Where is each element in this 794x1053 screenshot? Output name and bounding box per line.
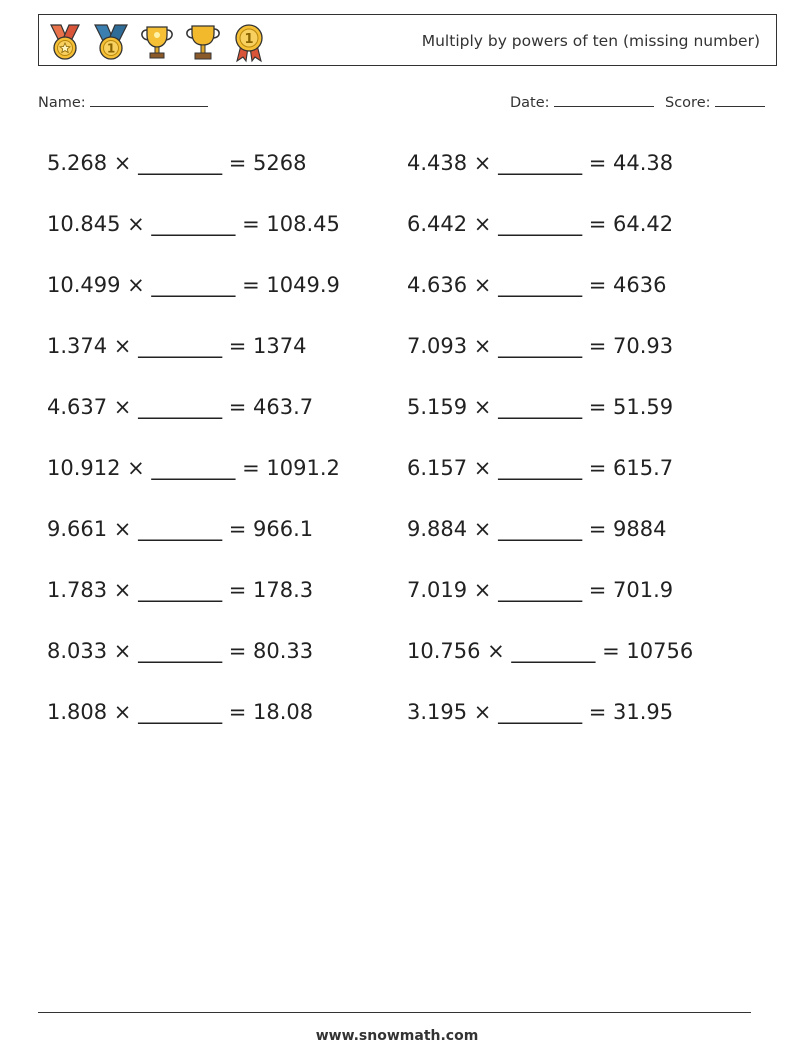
problem-left-10[interactable]: 1.808 × ________ = 18.08: [47, 700, 314, 724]
trophy-icon: [183, 21, 223, 63]
problem-left-8[interactable]: 1.783 × ________ = 178.3: [47, 578, 314, 602]
svg-text:1: 1: [244, 32, 254, 47]
award-icons: [45, 21, 269, 63]
score-blank[interactable]: [715, 92, 765, 107]
date-field: [510, 92, 654, 111]
medal-first-place-icon: [91, 21, 131, 63]
problem-left-7[interactable]: 9.661 × ________ = 966.1: [47, 517, 314, 541]
trophy-icon: [137, 21, 177, 63]
medal-star-icon: [45, 21, 85, 63]
name-label: Name:: [38, 95, 86, 111]
problem-right-7[interactable]: 9.884 × ________ = 9884: [407, 517, 667, 541]
footer-website[interactable]: www.snowmath.com: [315, 1028, 479, 1044]
problem-right-5[interactable]: 5.159 × ________ = 51.59: [407, 395, 674, 419]
problem-left-6[interactable]: 10.912 × ________ = 1091.2: [47, 456, 340, 480]
problem-left-2[interactable]: 10.845 × ________ = 108.45: [47, 212, 340, 236]
score-label: Score:: [665, 95, 711, 111]
name-field: [38, 92, 208, 111]
problem-right-8[interactable]: 7.019 × ________ = 701.9: [407, 578, 674, 602]
rosette-award-icon: [229, 21, 269, 63]
worksheet-title: Multiply by powers of ten (missing number): [421, 32, 760, 50]
svg-text:1: 1: [106, 41, 116, 56]
problem-right-6[interactable]: 6.157 × ________ = 615.7: [407, 456, 674, 480]
problem-right-10[interactable]: 3.195 × ________ = 31.95: [407, 700, 674, 724]
footer-divider: [38, 1012, 751, 1013]
header-box: [38, 14, 777, 66]
score-field: [665, 92, 765, 111]
problem-right-3[interactable]: 4.636 × ________ = 4636: [407, 273, 667, 297]
problem-right-4[interactable]: 7.093 × ________ = 70.93: [407, 334, 674, 358]
problem-left-1[interactable]: 5.268 × ________ = 5268: [47, 151, 307, 175]
name-blank[interactable]: [90, 92, 208, 107]
date-blank[interactable]: [554, 92, 654, 107]
problem-left-3[interactable]: 10.499 × ________ = 1049.9: [47, 273, 340, 297]
problem-right-2[interactable]: 6.442 × ________ = 64.42: [407, 212, 674, 236]
problem-right-9[interactable]: 10.756 × ________ = 10756: [407, 639, 694, 663]
problem-left-5[interactable]: 4.637 × ________ = 463.7: [47, 395, 314, 419]
problem-right-1[interactable]: 4.438 × ________ = 44.38: [407, 151, 674, 175]
problem-left-4[interactable]: 1.374 × ________ = 1374: [47, 334, 307, 358]
problem-left-9[interactable]: 8.033 × ________ = 80.33: [47, 639, 314, 663]
date-label: Date:: [510, 95, 550, 111]
